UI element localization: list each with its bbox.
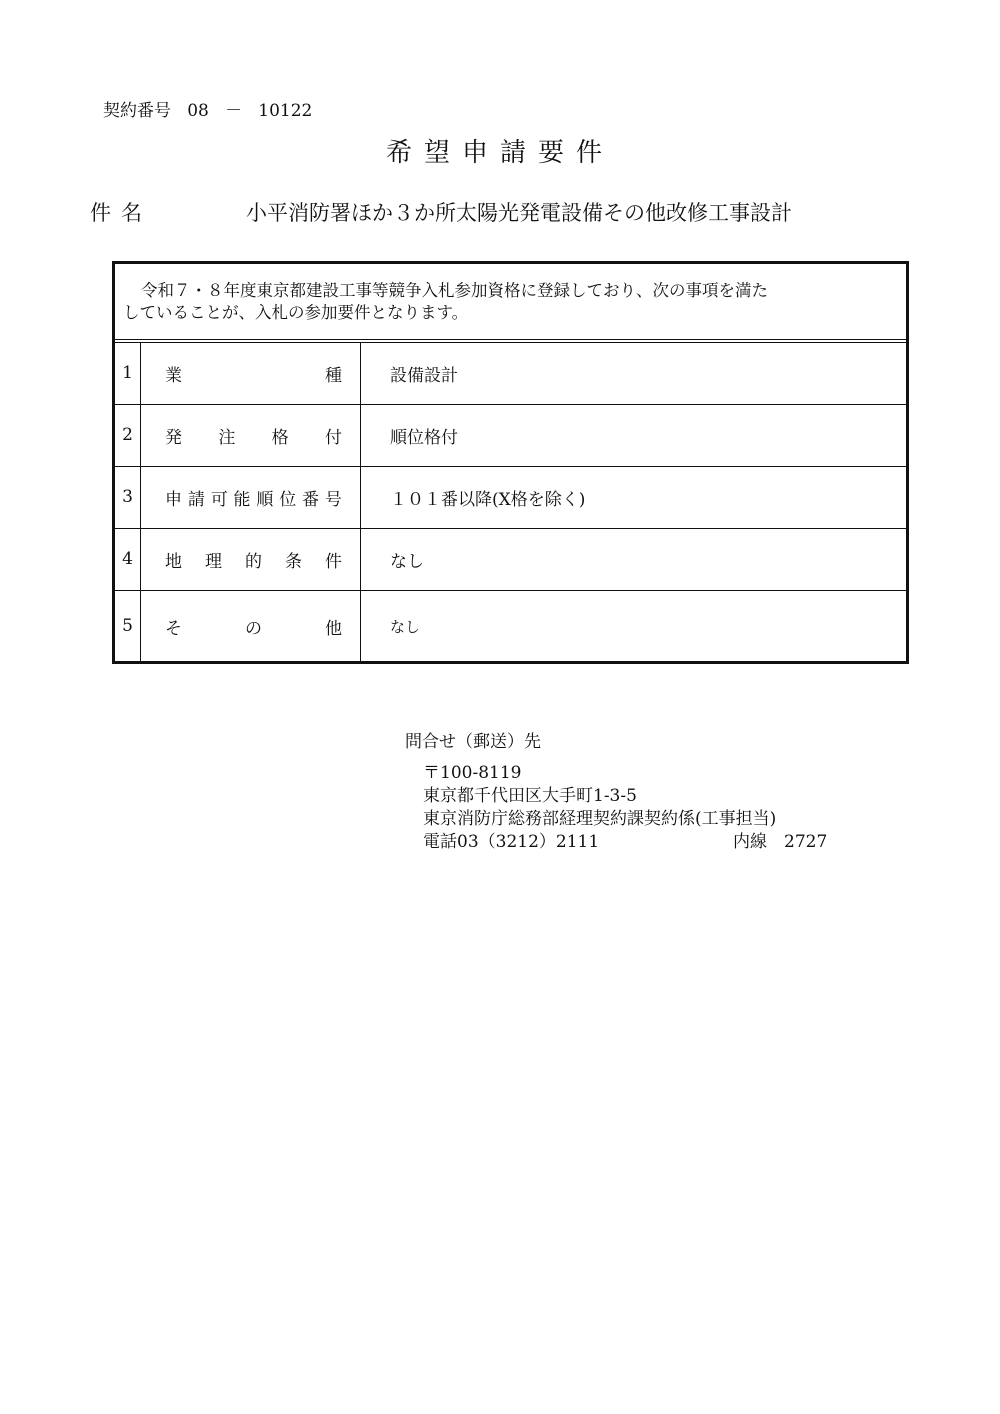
- table-row: [115, 590, 906, 662]
- row-label: [141, 466, 361, 528]
- contact-postal: 〒100-8119: [423, 763, 522, 783]
- row-label-char: 的: [245, 551, 262, 572]
- contract-number: [103, 96, 312, 121]
- row-value: 順位格付: [361, 404, 907, 466]
- intro-line-1: 令和７・８年度東京都建設工事等競争入札参加資格に登録しており、次の事項を満た: [141, 281, 768, 300]
- table-row: [115, 466, 906, 528]
- row-label-char: 件: [325, 551, 342, 572]
- row-label-char: 申: [165, 489, 182, 510]
- contact-phone-line: [423, 831, 828, 854]
- row-label: [141, 343, 361, 404]
- contact-heading: 問合せ（郵送）先: [405, 732, 541, 752]
- contact-address: 東京都千代田区大手町1-3-5: [423, 786, 637, 806]
- table-row: [115, 528, 906, 590]
- row-label-char: 理: [205, 551, 222, 572]
- row-label-char: 番: [302, 489, 320, 510]
- row-label-char: 請: [187, 489, 205, 510]
- row-value: １０１番以降(X格を除く): [361, 466, 907, 528]
- row-label-char: 付: [324, 427, 342, 448]
- row-value: なし: [361, 590, 907, 662]
- row-number: 2: [115, 404, 141, 466]
- contact-extension: 内線 2727: [733, 832, 828, 852]
- row-label-char: 順: [256, 489, 274, 510]
- requirements-box: [112, 261, 909, 664]
- row-label-char: の: [245, 618, 262, 639]
- row-number: 5: [115, 590, 141, 662]
- row-label-char: 種: [325, 365, 342, 386]
- row-label-char: 業: [165, 365, 182, 386]
- contact-block: [405, 731, 828, 854]
- row-label-char: 格: [271, 427, 289, 448]
- row-value: 設備設計: [390, 365, 458, 386]
- intro-line-2: していることが、入札の参加要件となります。: [123, 303, 469, 322]
- row-label-char: 位: [279, 489, 297, 510]
- contact-phone: 電話03（3212）2111: [423, 832, 600, 852]
- row-label-char: 条: [285, 551, 302, 572]
- row-label-char: 注: [218, 427, 236, 448]
- page-title: 希望申請要件: [385, 138, 614, 168]
- intro-text: [115, 264, 906, 343]
- contract-number-part2: 10122: [258, 101, 313, 121]
- row-number: 4: [115, 528, 141, 590]
- row-label: [141, 528, 361, 590]
- row-label-char: 発: [165, 427, 182, 448]
- subject-value: 小平消防署ほか３か所太陽光発電設備その他改修工事設計: [246, 201, 792, 225]
- table-row: [115, 343, 906, 404]
- row-label: [141, 404, 361, 466]
- row-label-char: 地: [165, 551, 182, 572]
- row-number: 1: [115, 343, 141, 404]
- row-label-char: 可: [210, 489, 228, 510]
- row-label: [141, 590, 361, 662]
- contract-number-separator: －: [225, 101, 243, 121]
- row-label-char: 号: [324, 489, 342, 510]
- contract-number-part1: 08: [187, 101, 209, 121]
- subject-label: 件名: [90, 201, 152, 225]
- row-label-char: そ: [165, 618, 182, 639]
- contact-department: 東京消防庁総務部経理契約課契約係(工事担当): [423, 809, 777, 829]
- table-row: [115, 404, 906, 466]
- requirements-table: [115, 343, 906, 662]
- row-label-char: 他: [325, 618, 342, 639]
- row-label-char: 能: [233, 489, 251, 510]
- contract-number-label: 契約番号: [103, 101, 171, 121]
- row-value: なし: [361, 528, 907, 590]
- row-number: 3: [115, 466, 141, 528]
